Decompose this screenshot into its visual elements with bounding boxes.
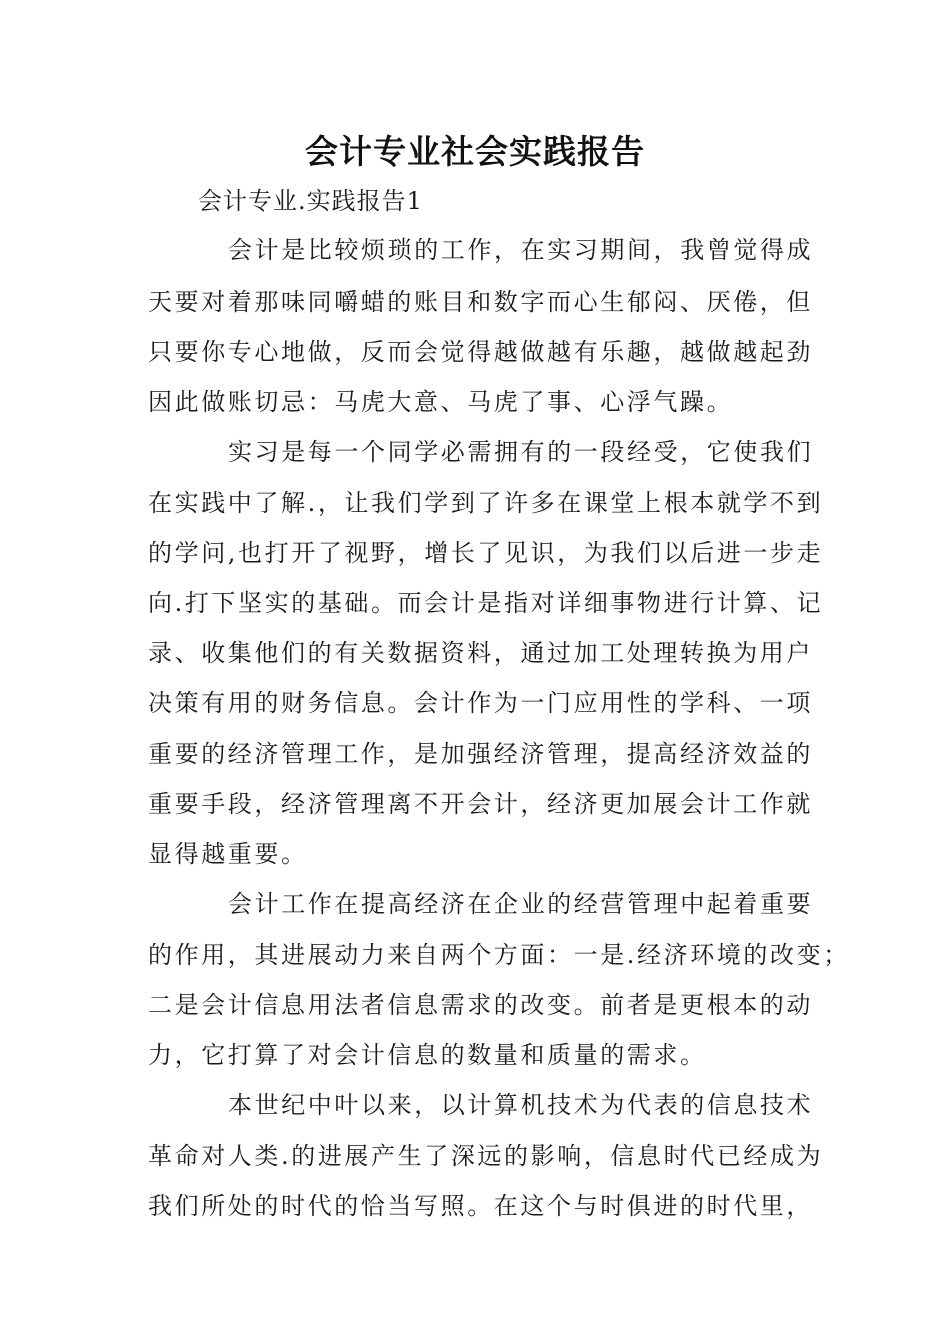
paragraph-4-line-1: 本世纪中叶以来，以计算机技术为代表的信息技术	[228, 1091, 814, 1119]
paragraph-1-line-4: 因此做账切忌：马虎大意、马虎了事、心浮气躁。	[148, 388, 734, 416]
document-subtitle: 会计专业.实践报告1	[198, 187, 423, 215]
paragraph-2-line-7: 重要的经济管理工作，是加强经济管理，提高经济效益的	[148, 740, 813, 768]
paragraph-2-line-4: 向.打下坚实的基础。而会计是指对详细事物进行计算、记	[148, 589, 824, 617]
paragraph-3-line-1: 会计工作在提高经济在企业的经营管理中起着重要	[228, 890, 814, 918]
paragraph-1-line-2: 天要对着那味同嚼蜡的账目和数字而心生郁闷、厌倦，但	[148, 288, 813, 316]
paragraph-2-line-6: 决策有用的财务信息。会计作为一门应用性的学科、一项	[148, 689, 813, 717]
paragraph-1-line-3: 只要你专心地做，反而会觉得越做越有乐趣，越做越起劲	[148, 338, 813, 366]
paragraph-1-line-1: 会计是比较烦琐的工作，在实习期间，我曾觉得成	[228, 236, 814, 264]
paragraph-2-line-8: 重要手段，经济管理离不开会计，经济更加展会计工作就	[148, 790, 813, 818]
paragraph-3-line-3: 二是会计信息用法者信息需求的改变。前者是更根本的动	[148, 991, 813, 1019]
paragraph-3-line-2: 的作用，其进展动力来自两个方面：一是.经济环境的改变；	[148, 941, 850, 969]
paragraph-2-line-2: 在实践中了解.，让我们学到了许多在课堂上根本就学不到	[148, 489, 824, 517]
paragraph-4-line-2: 革命对人类.的进展产生了深远的影响，信息时代已经成为	[148, 1142, 824, 1170]
document-title: 会计专业社会实践报告	[305, 132, 645, 171]
paragraph-2-line-9: 显得越重要。	[148, 840, 308, 868]
paragraph-3-line-4: 力，它打算了对会计信息的数量和质量的需求。	[148, 1041, 707, 1069]
paragraph-2-line-5: 录、收集他们的有关数据资料，通过加工处理转换为用户	[148, 639, 813, 667]
paragraph-2-line-3: 的学问,也打开了视野，增长了见识，为我们以后进一步走	[148, 539, 824, 567]
paragraph-4-line-3: 我们所处的时代的恰当写照。在这个与时俱进的时代里，	[148, 1192, 813, 1220]
paragraph-2-line-1: 实习是每一个同学必需拥有的一段经受，它使我们	[228, 438, 814, 466]
